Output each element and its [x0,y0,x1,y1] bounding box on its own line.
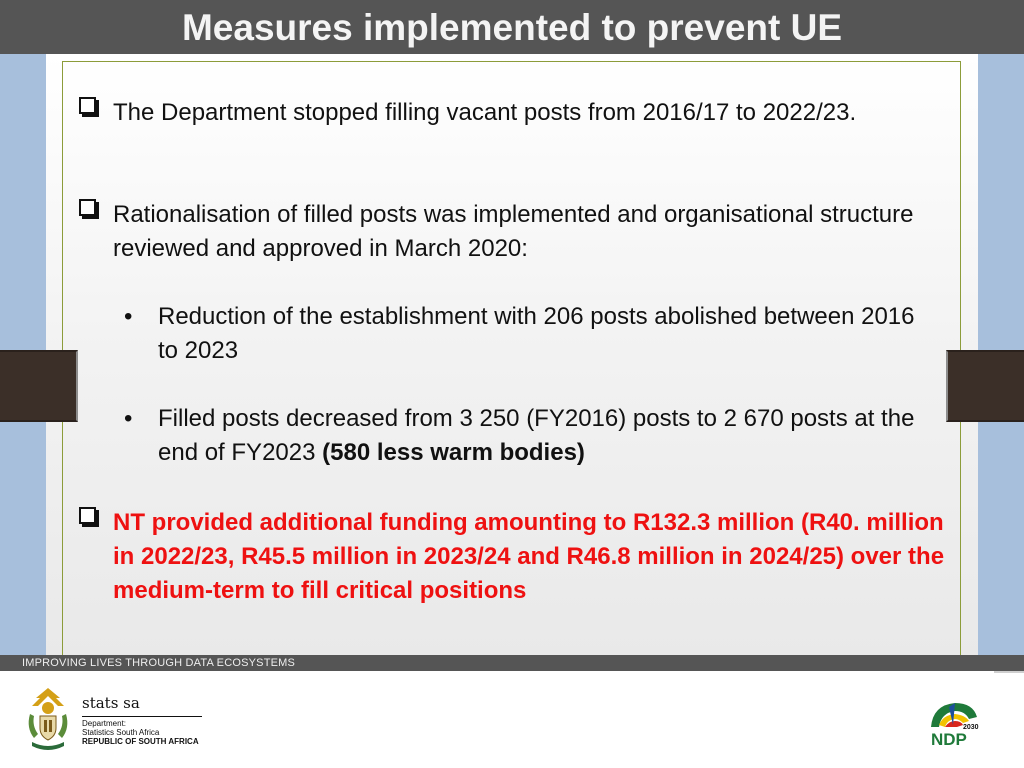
sub-bullet-text: Filled posts decreased from 3 250 (FY2016) posts to 2 670 posts at the end of FY2023 [158,405,915,466]
bullet-item [113,96,953,130]
highlight-bullet [113,506,953,608]
country-name: REPUBLIC OF SOUTH AFRICA [82,737,199,746]
org-name-rule [82,716,202,717]
title-bar [0,0,1024,54]
ndp-year: 2030 [963,724,979,731]
bullet-item [113,198,963,266]
slide-title: Measures implemented to prevent UE [181,7,843,48]
bullet-text: Rationalisation of filled posts was implemented and organisational structure reviewed and approved in March 2020: [113,201,914,262]
hollow-square-icon [79,97,96,114]
hollow-square-icon [79,199,96,216]
footer-tagline: IMPROVING LIVES THROUGH DATA ECOSYSTEMS [22,657,296,669]
sub-bullet-bold-text: (580 less warm bodies) [322,439,585,466]
footer-bar [0,655,1024,671]
dept-name: Statistics South Africa [82,728,160,737]
sub-bullet-item [158,402,938,470]
ndp-label: NDP [931,730,967,747]
round-bullet-icon: • [124,303,133,330]
ndp-2030-logo-icon [925,699,981,747]
dept-label: Department: [82,719,127,728]
sub-bullet-text: Reduction of the establishment with 206 posts abolished between 2016 to 2023 [158,303,915,364]
coat-of-arms-icon [22,684,74,754]
round-bullet-icon: • [124,405,133,432]
sub-bullet-item [158,300,938,368]
right-decorative-tab [946,350,1024,422]
hollow-square-icon [79,507,96,524]
left-decorative-tab [0,350,78,422]
org-name: stats sa [82,694,140,712]
footer-divider [994,671,1024,673]
bullet-text: The Department stopped filling vacant posts from 2016/17 to 2022/23. [113,99,857,126]
highlight-bullet-text: NT provided additional funding amounting to R132.3 million (R40. million in 2022/23, R45.5 million in 2023/24 and R46.8 million in 2024/25) over the medium-term to fill critical positions [113,509,945,604]
